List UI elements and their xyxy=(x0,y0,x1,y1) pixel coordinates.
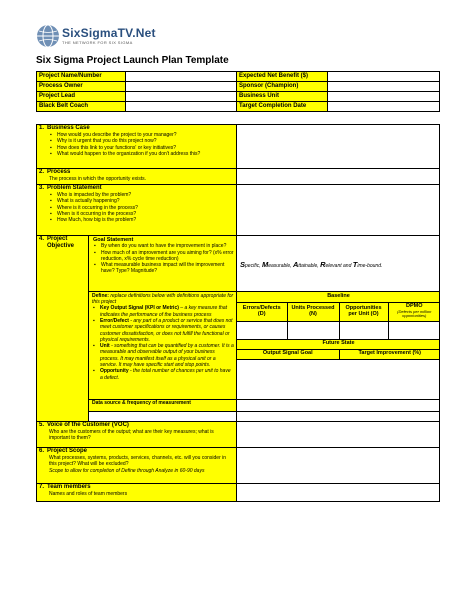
smart-goal-text: Specific, Measurable, Attainable, Relevant and Time-bound. xyxy=(237,236,440,292)
business-case-title: Business Case xyxy=(47,125,90,131)
objective-spacer-input xyxy=(237,412,440,422)
list-item: ▪ How much of an improvement are you aiming for? (x% error reduction, x% cycle time reduction) xyxy=(101,250,234,263)
goal-statement-title: Goal Statement xyxy=(93,237,134,243)
definition-item: ▪ Opportunity - the total number of chances per unit to have a defect. xyxy=(100,368,234,381)
expected-benefit-label: Expected Net Benefit ($) xyxy=(237,72,328,82)
list-item: ▪ What would happen to the organization if you don't address this? xyxy=(57,151,234,157)
project-objective-label: 4. Project Objective xyxy=(37,236,89,422)
team-input[interactable] xyxy=(237,484,440,502)
target-improvement-header: Target Improvement (%) xyxy=(339,349,440,359)
problem-input[interactable] xyxy=(237,185,440,236)
problem-statement-section: 3. Problem Statement ▪ Who is impacted by the problem? ▪ What is actually happening? ▪ Where is it occurring in the process? ▪ When is it occurring in the process? ▪ How Much, how big is the problem? xyxy=(37,185,237,236)
list-item: ▪ When is it occurring in the process? xyxy=(57,211,234,217)
dpmo-value[interactable] xyxy=(388,321,440,339)
business-case-input[interactable] xyxy=(237,125,440,169)
list-item: ▪ What is actually happening? xyxy=(57,198,234,204)
metrics-panel xyxy=(237,292,440,400)
list-item: ▪ What measurable business impact will the improvement have? Type? Magnitude? xyxy=(101,262,234,275)
team-members-section: 7. Team members Names and roles of team members xyxy=(37,484,237,502)
voc-input[interactable] xyxy=(237,422,440,448)
target-date-field[interactable] xyxy=(328,102,440,112)
process-title: Process xyxy=(47,169,71,175)
project-scope-section: 6. Project Scope What processes, systems, products, services, channels, etc. will you consider in this project? What will be excluded? Scope to allow for completion of Define through Analyze in 60-90 days xyxy=(37,448,237,484)
voc-desc: Who are the customers of the output; what are their key measures; what is important to them? xyxy=(49,429,214,442)
list-item: ▪ Who is impacted by the problem? xyxy=(57,192,234,198)
sixsigmatv-logo xyxy=(36,24,156,50)
list-item: ▪ How Much, how big is the problem? xyxy=(57,217,234,223)
expected-benefit-field[interactable] xyxy=(328,72,440,82)
units-processed-value[interactable] xyxy=(287,321,339,339)
project-lead-label: Project Lead xyxy=(37,92,126,102)
problem-title: Problem Statement xyxy=(47,185,102,191)
list-item: ▪ Why is it urgent that you do this project now? xyxy=(57,138,234,144)
logo-tagline: THE NETWORK FOR SIX SIGMA xyxy=(62,40,133,45)
black-belt-coach-label: Black Belt Coach xyxy=(37,102,126,112)
future-state-title: Future State xyxy=(237,339,440,349)
globe-logo-icon xyxy=(36,24,60,48)
units-processed-header: Units Processed (N) xyxy=(287,302,339,321)
definition-item: ▪ Unit - something that can be quantified by a customer. It is a measurable and observable output of your business process. It may manifest itself as a physical unit or a service. It may have specific start and stop points. xyxy=(100,343,234,368)
process-owner-field[interactable] xyxy=(126,82,237,92)
team-desc: Names and roles of team members xyxy=(49,491,128,497)
problem-bullets xyxy=(39,192,234,223)
scope-title: Project Scope xyxy=(47,448,88,454)
project-header-table xyxy=(36,71,440,112)
definition-item: ▪ Error/Defect - any part of a product or service that does not meet customer specifications or requirements, or causes customer dissatisfaction, or does not fulfill the functional or physical requirements. xyxy=(100,318,234,343)
sponsor-field[interactable] xyxy=(328,82,440,92)
scope-desc: What processes, systems, products, services, channels, etc. will you consider in this project? What will be excluded? xyxy=(49,455,227,468)
list-item: ▪ How would you describe the project to your manager? xyxy=(57,132,234,138)
process-owner-label: Process Owner xyxy=(37,82,126,92)
list-item: ▪ How does this link to your functions' or key initiatives? xyxy=(57,145,234,151)
errors-defects-value[interactable] xyxy=(237,321,287,339)
dpmo-header: DPMO (Defects per million opportunities) xyxy=(388,302,440,321)
objective-spacer xyxy=(89,412,237,422)
business-unit-label: Business Unit xyxy=(237,92,328,102)
scope-note: Scope to allow for completion of Define through Analyze in 60-90 days xyxy=(49,468,205,475)
opportunities-header: Opportunities per Unit (O) xyxy=(339,302,388,321)
page-title: Six Sigma Project Launch Plan Template xyxy=(36,55,229,66)
output-signal-goal-header: Output Signal Goal xyxy=(237,349,339,359)
data-source-label: Data source & frequency of measurement xyxy=(89,400,237,412)
target-improvement-value[interactable] xyxy=(339,359,440,360)
business-case-bullets xyxy=(39,132,234,157)
opportunities-value[interactable] xyxy=(339,321,388,339)
target-date-label: Target Completion Date xyxy=(237,102,328,112)
data-source-input[interactable] xyxy=(237,400,440,412)
process-desc: The process in which the opportunity exists. xyxy=(49,176,146,182)
voc-title: Voice of the Customer (VOC) xyxy=(47,422,129,428)
logo-name: SixSigmaTV.Net xyxy=(62,26,156,40)
project-name-field[interactable] xyxy=(126,72,237,82)
project-lead-field[interactable] xyxy=(126,92,237,102)
scope-input[interactable] xyxy=(237,448,440,484)
baseline-title: Baseline xyxy=(237,292,440,302)
launch-plan-table xyxy=(36,124,440,502)
process-section: 2. Process The process in which the opportunity exists. xyxy=(37,169,237,185)
team-title: Team members xyxy=(47,484,91,490)
goal-statement xyxy=(89,236,237,292)
sponsor-label: Sponsor (Champion) xyxy=(237,82,328,92)
list-item: ▪ Where is it occurring in the process? xyxy=(57,205,234,211)
voc-section: 5. Voice of the Customer (VOC) Who are the customers of the output; what are their key measures; what is important to them? xyxy=(37,422,237,448)
business-unit-field[interactable] xyxy=(328,92,440,102)
project-name-label: Project Name/Number xyxy=(37,72,126,82)
list-item: ▪ By when do you want to have the improvement in place? xyxy=(101,243,234,249)
definition-item: ▪ Key Output Signal (KPI or Metric) – a key measure that indicates the performance of the business process xyxy=(100,305,234,318)
errors-defects-header: Errors/Defects (D) xyxy=(237,302,287,321)
black-belt-coach-field[interactable] xyxy=(126,102,237,112)
business-case-section: 1. Business Case ▪ How would you describe the project to your manager? ▪ Why is it urgent that you do this project now? ▪ How does this link to your functions' or key initiatives? ▪ What would happen to the organization if you don't address this? xyxy=(37,125,237,169)
output-signal-goal-value[interactable] xyxy=(237,359,339,360)
metrics-table xyxy=(237,292,440,360)
definitions: Define: replace definitions below with definitions appropriate for this project ▪ Key Output Signal (KPI or Metric) – a key measure that indicates the performance of the business process ▪ Error/Defect - any part of a product or service that does not meet customer specifications or requirements, or causes customer dissatisfaction, or does not fulfill the functional or physical requirements. ▪ Unit - something that can be quantified by a customer. It is a measurable and observable output of your business process. It may manifest itself as a physical unit or a service. It may have specific start and stop points. ▪ Opportunity - the total number of chances per unit to have a defect. xyxy=(89,292,237,400)
process-input[interactable] xyxy=(237,169,440,185)
